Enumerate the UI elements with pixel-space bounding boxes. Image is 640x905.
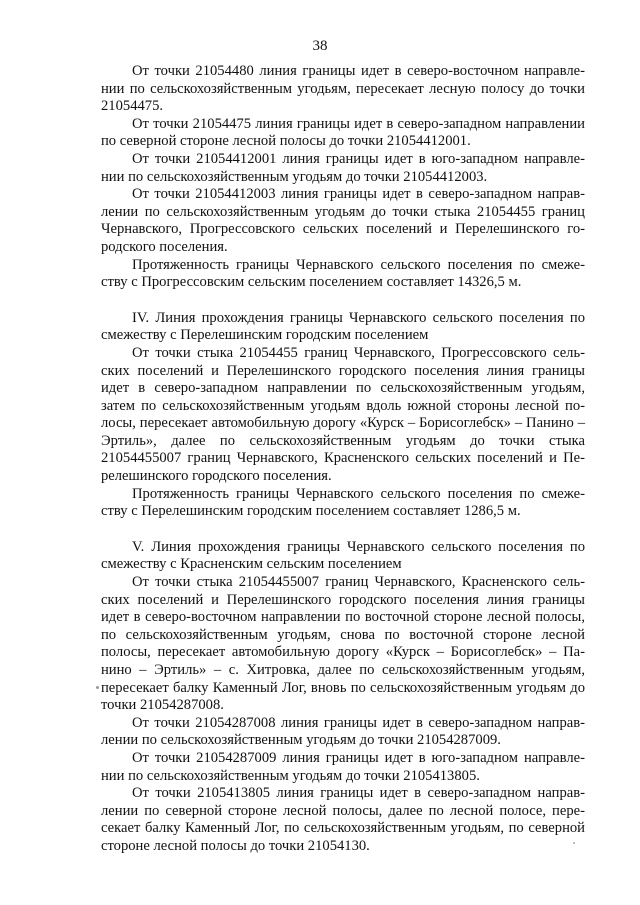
scan-speck bbox=[96, 686, 99, 689]
paragraph-length-progress: Протяженность границы Чернавского сельского поселения по смежеству с Прогрессовским сельским поселением составляет 14326,5 м. bbox=[101, 256, 585, 291]
paragraph-length-pereleshino: Протяженность границы Чернавского сельского поселения по смежеству с Перелешинским городским поселением составляет 1286,5 м. bbox=[101, 485, 585, 520]
paragraph-point-21054455: От точки стыка 21054455 границ Чернавского, Прогрессовского сельских поселений и Перелешинского городского поселения линия границы идет в северо-западном направлении по сельскохозяйственным угодьям, затем по сельскохозяйственным угодьям вдоль южной стороны лесной полосы, пересекает автомобильную дорогу «Курск – Борисоглебск» – Панино – Эртиль», далее по сельскохозяйственным угодьям до точки стыка 21054455007 границ Чернавского, Красненского сельских поселений и Перелешинского городского поселения. bbox=[101, 344, 585, 485]
paragraph-point-21054480: От точки 21054480 линия границы идет в северо-восточном направлении по сельскохозяйственным угодьям, пересекает лесную полосу до точки 21054475. bbox=[101, 63, 585, 115]
document-body bbox=[101, 63, 585, 856]
paragraph-point-21054412003: От точки 21054412003 линия границы идет в северо-западном направлении по сельскохозяйственным угодьям до точки стыка 21054455 границ Чернавского, Прогрессовского сельских поселений и Перелешинского городского поселения. bbox=[101, 186, 585, 255]
paragraph-point-21054412001: От точки 21054412001 линия границы идет в юго-западном направлении по сельскохозяйственным угодьям до точки 21054412003. bbox=[101, 150, 585, 185]
section-heading-iv: IV. Линия прохождения границы Чернавского сельского поселения по смежеству с Перелешинским городским поселением bbox=[101, 309, 585, 344]
scan-speck bbox=[573, 842, 575, 844]
section-heading-v: V. Линия прохождения границы Чернавского сельского поселения по смежеству с Красненским сельским поселением bbox=[101, 538, 585, 573]
paragraph-point-2105413805: От точки 2105413805 линия границы идет в северо-западном направлении по северной стороне лесной полосы, далее по лесной полосе, пересекает балку Каменный Лог, по сельскохозяйственным угодьям, по северной стороне лесной полосы до точки 21054130. bbox=[101, 785, 585, 854]
paragraph-point-21054475: От точки 21054475 линия границы идет в северо-западном направлении по северной стороне лесной полосы до точки 21054412001. bbox=[101, 115, 585, 150]
paragraph-point-21054455007: От точки стыка 21054455007 границ Чернавского, Красненского сельских поселений и Перелешинского городского поселения линия границы идет в северо-восточном направлении по восточной стороне лесной полосы, по сельскохозяйственным угодьям, снова по восточной стороне лесной полосы, пересекает автомобильную дорогу «Курск – Борисоглебск» – Панино – Эртиль» – с. Хитровка, далее по сельскохозяйственным угодьям, пересекает балку Каменный Лог, вновь по сельскохозяйственным угодьям до точки 21054287008. bbox=[101, 574, 585, 714]
page-number: 38 bbox=[312, 38, 328, 54]
paragraph-point-21054287008: От точки 21054287008 линия границы идет в северо-западном направлении по сельскохозяйственным угодьям до точки 21054287009. bbox=[101, 714, 585, 749]
paragraph-point-21054287009: От точки 21054287009 линия границы идет в юго-западном направлении по сельскохозяйственным угодьям до точки 2105413805. bbox=[101, 749, 585, 784]
